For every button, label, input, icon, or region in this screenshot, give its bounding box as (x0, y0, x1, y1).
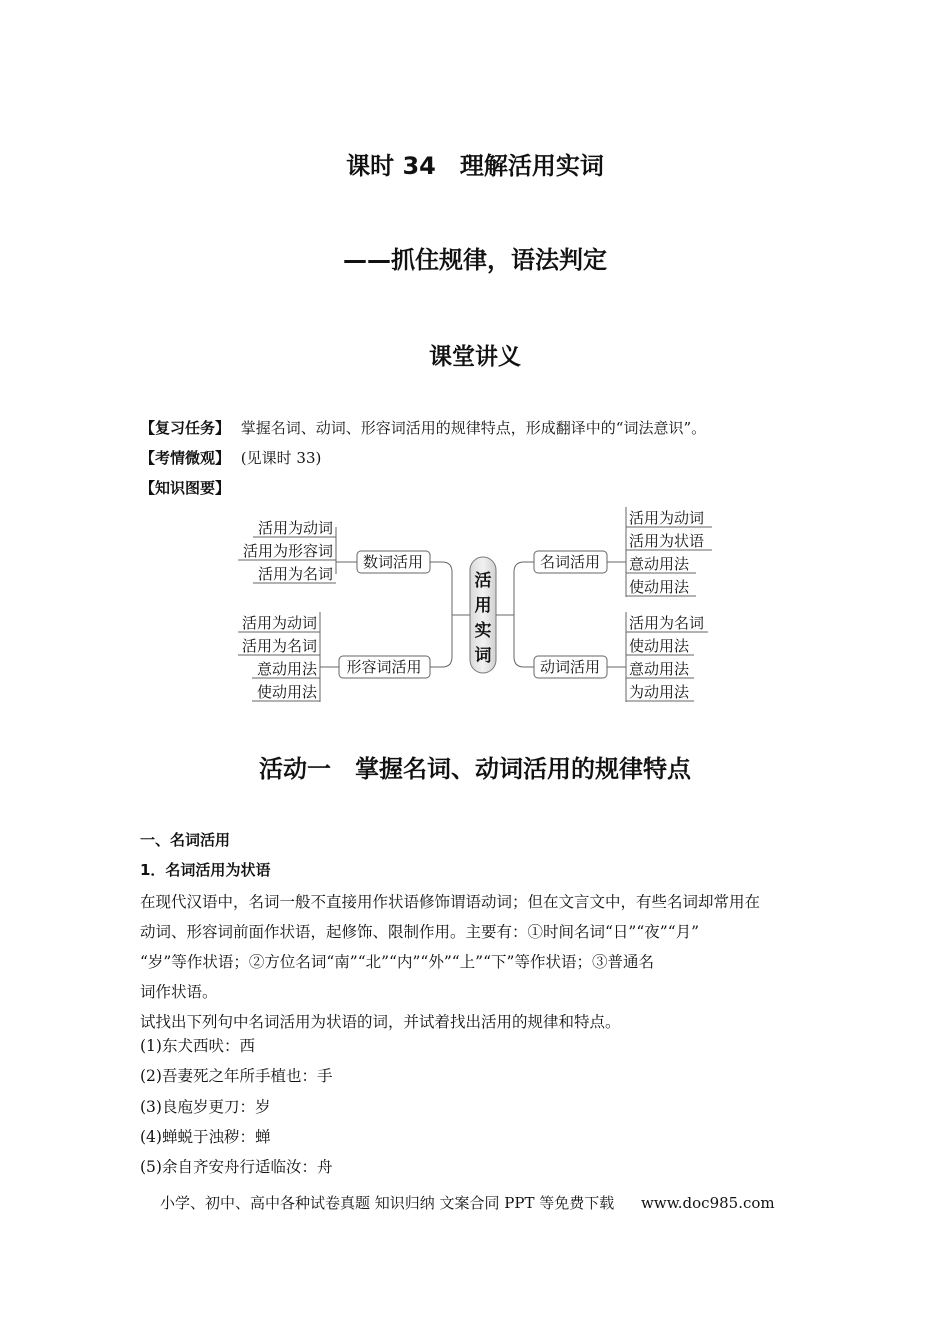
page-title: 课时 34 理解活用实词 (346, 152, 604, 180)
page-subtitle: ——抓住规律，语法判定 (343, 246, 607, 274)
category-shuci: 数词活用 (362, 553, 424, 571)
leaf-item: 意动用法 (629, 555, 690, 573)
footer-link[interactable]: www.doc985.com (641, 1194, 775, 1212)
leaf-item: 活用为状语 (629, 532, 705, 550)
center-char: 活 (474, 571, 492, 591)
subsection-heading: 1．名词活用为状语 (140, 861, 271, 879)
center-char: 用 (474, 596, 492, 616)
example-item (140, 1066, 332, 1086)
leaf-item: 活用为名词 (257, 565, 333, 583)
paragraph-line: “岁”等作状语；②方位名词“南”“北”“内”“外”“上”“下”等作状语；③普通名 (140, 953, 654, 971)
page-footer (160, 1192, 783, 1213)
example-text: (4)蝉蜕于浊秽： (140, 1128, 255, 1146)
example-item (140, 1157, 332, 1177)
example-answer: 手 (316, 1067, 333, 1085)
paragraph-line: 在现代汉语中，名词一般不直接用作状语修饰谓语动词；但在文言文中，有些名词却常用在 (140, 893, 761, 911)
leaf-item: 活用为动词 (629, 509, 705, 527)
example-answer: 舟 (316, 1158, 333, 1176)
exam-text: (见课时 33) (240, 449, 322, 467)
example-answer: 西 (239, 1037, 255, 1055)
paragraph-line: 动词、形容词前面作状语，起修饰、限制作用。主要有：①时间名词“日”“夜”“月” (140, 923, 700, 941)
leaf-item: 活用为名词 (241, 637, 317, 655)
section-heading: 一、名词活用 (140, 831, 231, 849)
explanation-paragraph (140, 887, 820, 1037)
exam-label: 【考情微观】 (140, 449, 231, 467)
category-mingci: 名词活用 (539, 553, 601, 571)
example-answer: 岁 (254, 1098, 271, 1116)
activity-title: 活动一 掌握名词、动词活用的规律特点 (259, 755, 691, 783)
task-label: 【复习任务】 (140, 419, 231, 437)
leaf-item: 使动用法 (629, 578, 690, 596)
paragraph-line: 试找出下列句中名词活用为状语的词，并试着找出活用的规律和特点。 (140, 1013, 621, 1031)
leaf-item: 为动用法 (629, 683, 690, 701)
footer-text: 小学、初中、高中各种试卷真题 知识归纳 文案合同 PPT 等免费下载 (160, 1194, 615, 1212)
leaf-item: 意动用法 (256, 660, 317, 678)
example-item (140, 1097, 270, 1117)
leaf-item: 活用为形容词 (242, 542, 333, 560)
paragraph-line: 词作状语。 (140, 983, 218, 1001)
task-text: 掌握名词、动词、形容词活用的规律特点，形成翻译中的“词法意识”。 (240, 419, 707, 437)
map-label: 【知识图要】 (140, 479, 231, 497)
category-dongci: 动词活用 (539, 658, 601, 676)
leaf-item: 使动用法 (629, 637, 690, 655)
leaf-item: 活用为名词 (629, 614, 705, 632)
example-text: (3)良庖岁更刀： (140, 1098, 255, 1116)
example-text: (1)东犬西吠： (140, 1037, 240, 1055)
center-char: 词 (474, 646, 492, 666)
category-xingrongci: 形容词活用 (346, 658, 422, 676)
section-title: 课堂讲义 (429, 344, 521, 370)
leaf-item: 意动用法 (629, 660, 690, 678)
leaf-item: 活用为动词 (257, 519, 333, 537)
example-answer: 蝉 (254, 1128, 271, 1146)
example-text: (2)吾妻死之年所手植也： (140, 1067, 317, 1085)
example-text: (5)余自齐安舟行适临汝： (140, 1158, 317, 1176)
center-char: 实 (474, 621, 492, 641)
example-item (140, 1036, 255, 1056)
leaf-item: 活用为动词 (241, 614, 317, 632)
example-item (140, 1127, 270, 1147)
leaf-item: 使动用法 (256, 683, 317, 701)
